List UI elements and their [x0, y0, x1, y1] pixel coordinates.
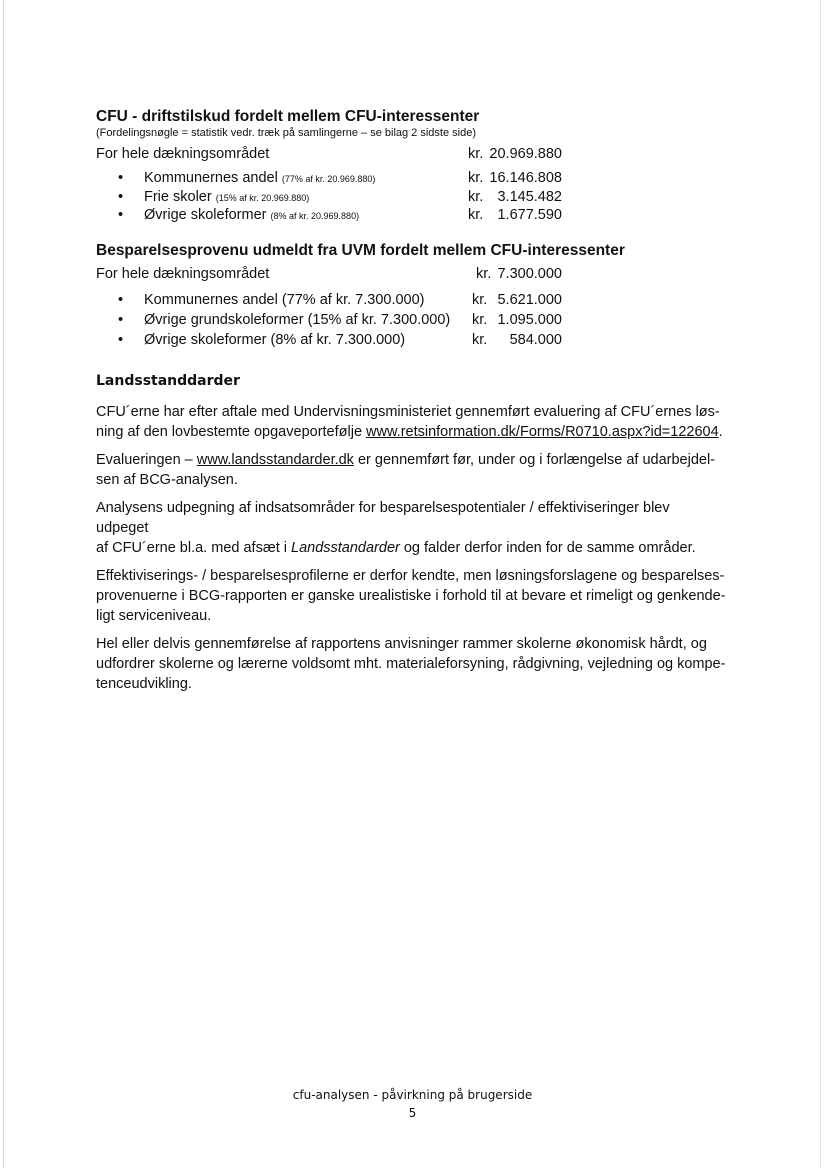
bullet-icon: • [118, 312, 124, 328]
section-heading-driftstilskud: CFU - driftstilskud fordelt mellem CFU-interessenter [96, 108, 480, 125]
currency-label: kr. [468, 170, 484, 186]
item-amount: 3.145.482 [497, 189, 562, 205]
item-amount: 584.000 [509, 332, 562, 348]
item-label: Frie skoler [144, 189, 212, 205]
paragraph-evaluation: CFU´erne har efter aftale med Undervisningsministeriet gennemført evaluering af CFU´ernes løs- ning af den lovbestemte opgaveportefølje www.retsinformation.dk/Forms/R0710.aspx?id=122604. [96, 404, 723, 440]
currency-label: kr. [468, 207, 484, 223]
total-amount: 7.300.000 [497, 266, 562, 282]
bullet-icon: • [118, 170, 124, 186]
bullet-icon: • [118, 332, 124, 348]
list-item [96, 188, 736, 206]
paragraph-implementation: Hel eller delvis gennemførelse af rapportens anvisninger rammer skolerne økonomisk hårdt, og udfordrer skolerne og lærerne voldsomt mht. materialeforsyning, rådgivning, vejledning og kompe- tenceudvikling. [96, 636, 726, 692]
item-label: Øvrige grundskoleformer (15% af kr. 7.300.000) [144, 312, 451, 328]
currency-label: kr. [476, 266, 492, 282]
list-item [96, 330, 736, 350]
page-footer [0, 1086, 825, 1122]
paragraph-profiles: Effektiviserings- / besparelsesprofilerne er derfor kendte, men løsningsforslagene og besparelses- provenuerne i BCG-rapporten er ganske urealistiske i forhold til at bevare et rimeligt og genkende- ligt serviceniveau. [96, 568, 726, 624]
bullet-icon: • [118, 189, 124, 205]
currency-label: kr. [472, 292, 488, 308]
scan-edge-left [3, 0, 4, 1168]
item-detail: (15% af kr. 20.969.880) [215, 193, 310, 203]
document-body [96, 108, 736, 694]
section-heading-besparelsesprovenu: Besparelsesprovenu udmeldt fra UVM fordelt mellem CFU-interessenter [96, 242, 625, 259]
item-amount: 1.095.000 [497, 312, 562, 328]
item-label: Kommunernes andel [144, 170, 278, 186]
footer-title: cfu-analysen - påvirkning på brugerside [292, 1088, 533, 1102]
currency-label: kr. [472, 332, 488, 348]
page-number: 5 [408, 1106, 417, 1120]
bullet-icon: • [118, 292, 124, 308]
list-item [96, 168, 736, 188]
item-amount: 1.677.590 [497, 207, 562, 223]
paragraph-evalueringen: Evalueringen – www.landsstandarder.dk er gennemført før, under og i forlængelse af udarbejdel- sen af BCG-analysen. [96, 452, 716, 488]
total-row [96, 144, 736, 164]
scan-edge-right [820, 0, 821, 1168]
total-row [96, 264, 736, 284]
total-label: For hele dækningsområdet [96, 266, 270, 282]
paragraph-analysis: Analysens udpegning af indsatsområder for besparelsespotentialer / effektiviseringer blev udpeget af CFU´erne bl.a. med afsæt i Landsstandarder og falder derfor inden for de samme områder. [96, 500, 696, 556]
total-label: For hele dækningsområdet [96, 146, 270, 162]
section-heading-landsstandarder: Landsstanddarder [96, 373, 240, 389]
retsinformation-link[interactable]: www.retsinformation.dk/Forms/R0710.aspx?id=122604 [366, 424, 719, 440]
list-item [96, 206, 736, 224]
list-item [96, 310, 736, 330]
list-item [96, 290, 736, 310]
currency-label: kr. [468, 189, 484, 205]
item-label: Øvrige skoleformer [144, 207, 267, 223]
item-amount: 5.621.000 [497, 292, 562, 308]
item-amount: 16.146.808 [489, 170, 562, 186]
item-label: Kommunernes andel (77% af kr. 7.300.000) [144, 292, 425, 308]
currency-label: kr. [468, 146, 484, 162]
item-detail: (8% af kr. 20.969.880) [270, 211, 360, 221]
total-amount: 20.969.880 [489, 146, 562, 162]
item-label: Øvrige skoleformer (8% af kr. 7.300.000) [144, 332, 406, 348]
currency-label: kr. [472, 312, 488, 328]
item-detail: (77% af kr. 20.969.880) [281, 174, 376, 184]
distribution-key-note: (Fordelingsnøgle = statistik vedr. træk på samlingerne – se bilag 2 sidste side) [96, 127, 476, 139]
landsstandarder-link[interactable]: www.landsstandarder.dk [196, 452, 354, 468]
bullet-icon: • [118, 207, 124, 223]
